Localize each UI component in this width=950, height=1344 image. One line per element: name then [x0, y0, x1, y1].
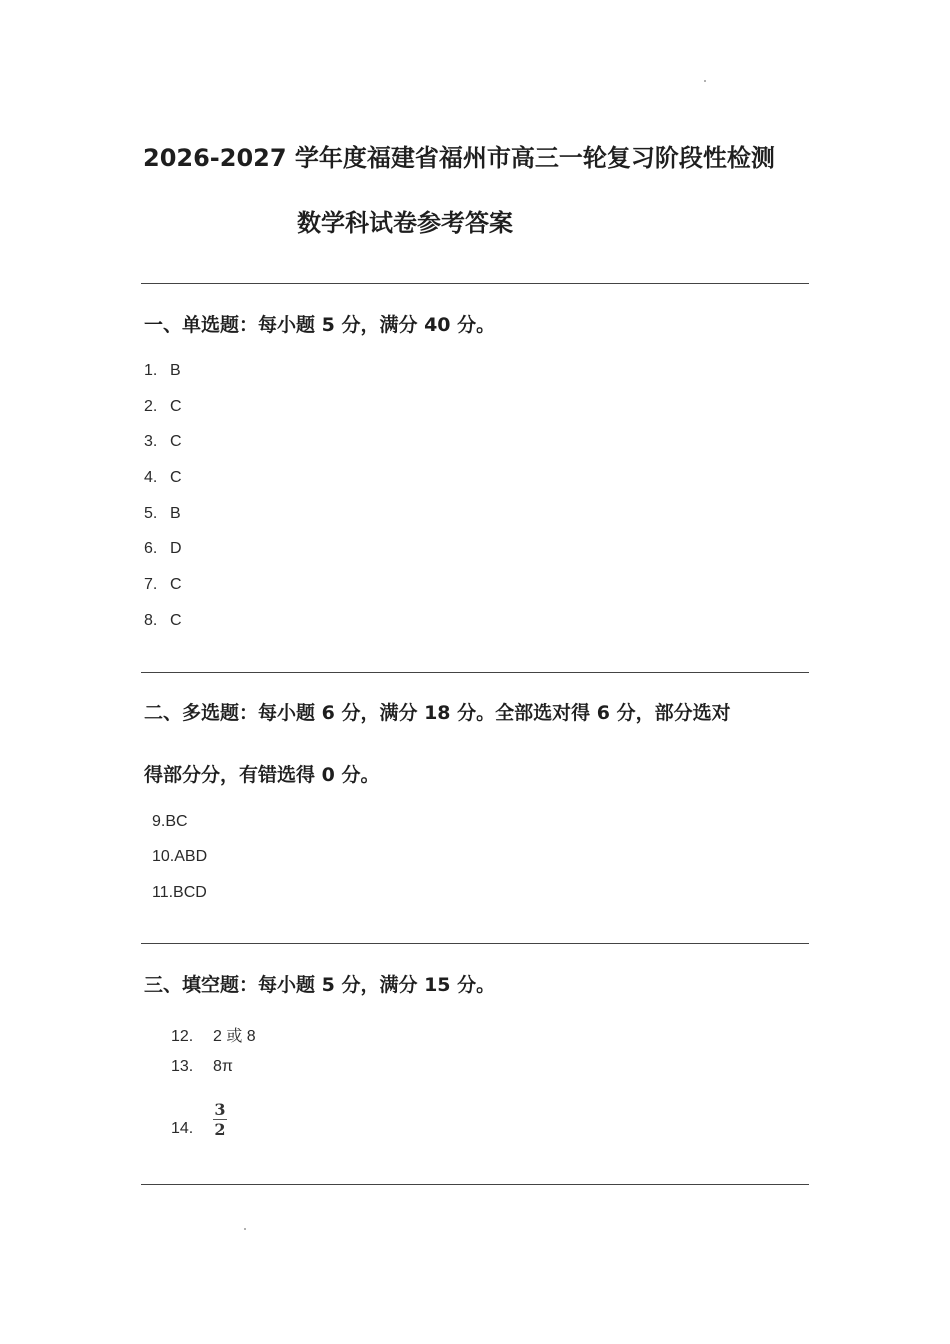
divider-2: [141, 672, 809, 673]
divider-3: [141, 943, 809, 944]
answer-value: 2 或 8: [213, 1028, 256, 1045]
answer-row: [144, 505, 181, 523]
answer-row: [171, 1094, 227, 1138]
answer-row: [144, 362, 181, 380]
question-number: 1.: [144, 362, 158, 379]
answer-value: C: [170, 398, 182, 415]
answer-row: 10.ABD: [152, 848, 208, 865]
question-number: 6.: [144, 540, 158, 557]
answer-row: [144, 398, 182, 416]
answer-value: 8π: [213, 1058, 233, 1075]
document-title-line2: 数学科试卷参考答案: [297, 209, 513, 237]
question-number: 7.: [144, 576, 158, 593]
answer-value: B: [170, 362, 181, 379]
section2-heading-line2: 得部分分，有错选得 0 分。: [144, 764, 380, 786]
question-number: 14.: [171, 1120, 194, 1137]
question-number: 12.: [171, 1028, 194, 1045]
answer-row: 9.BC: [152, 813, 188, 830]
answer-value: C: [170, 612, 182, 629]
document-title-line1: 2026-2027 学年度福建省福州市高三一轮复习阶段性检测: [143, 144, 775, 172]
answer-row: 11.BCD: [152, 884, 207, 901]
scan-speck: [244, 1228, 246, 1230]
fraction-numerator: 3: [214, 1100, 226, 1119]
answer-value: C: [170, 469, 182, 486]
answer-value: C: [170, 433, 182, 450]
answer-row: [144, 612, 182, 630]
answer-row: [171, 1058, 233, 1076]
answer-value: B: [170, 505, 181, 522]
section2-heading-line1: 二、多选题：每小题 6 分，满分 18 分。全部选对得 6 分，部分选对: [144, 702, 731, 724]
question-number: 13.: [171, 1058, 194, 1075]
section1-heading: 一、单选题：每小题 5 分，满分 40 分。: [144, 314, 496, 336]
answer-row: [171, 1023, 256, 1046]
fraction-answer: [213, 1101, 227, 1138]
question-number: 4.: [144, 469, 158, 486]
answer-row: [144, 576, 182, 594]
answer-value: C: [170, 576, 182, 593]
answer-row: [144, 433, 182, 451]
scan-speck: [704, 80, 706, 82]
divider-1: [141, 283, 809, 284]
question-number: 3.: [144, 433, 158, 450]
divider-4: [141, 1184, 809, 1185]
section3-heading: 三、填空题：每小题 5 分，满分 15 分。: [144, 974, 496, 996]
question-number: 8.: [144, 612, 158, 629]
question-number: 2.: [144, 398, 158, 415]
question-number: 5.: [144, 505, 158, 522]
answer-value: D: [170, 540, 182, 557]
fraction-denominator: 2: [214, 1120, 226, 1139]
answer-row: [144, 540, 182, 558]
answer-row: [144, 469, 182, 487]
